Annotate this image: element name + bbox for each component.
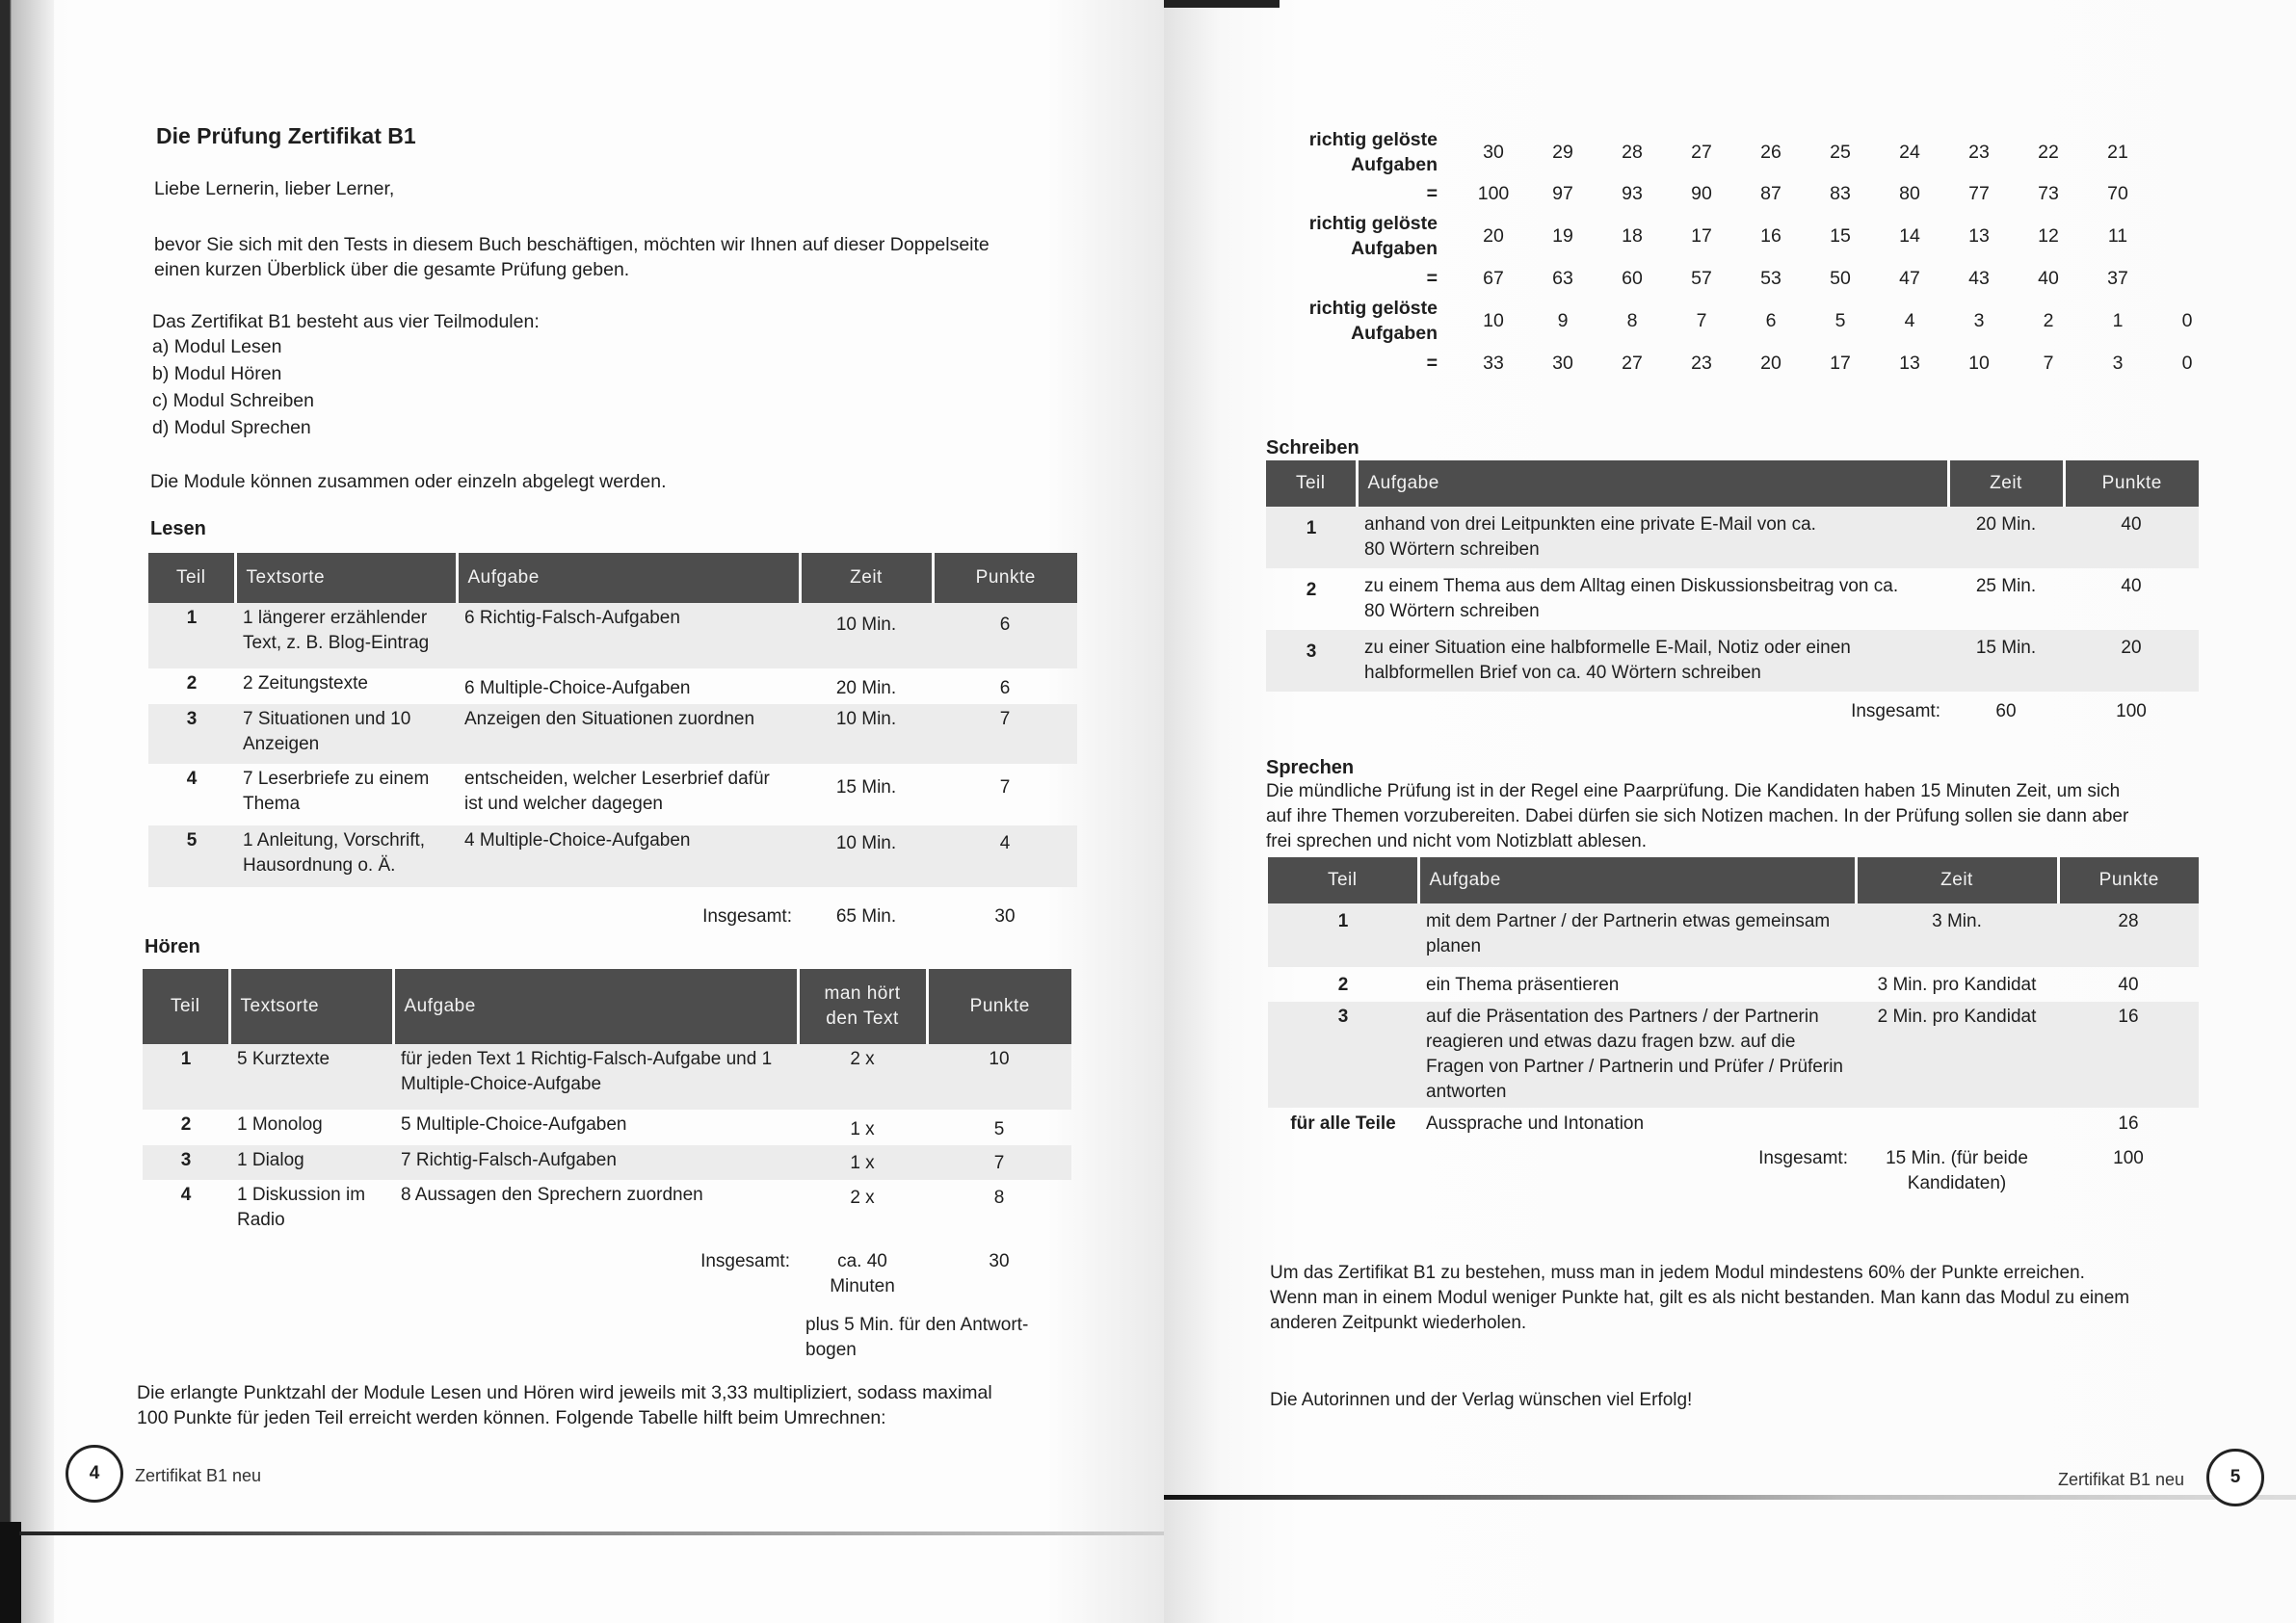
hoeren-table [143,969,1071,1366]
solved-cell: 4 [1904,309,1915,331]
zeit-cell: 2 Min. pro Kandidat [1856,1002,2058,1108]
aufgabe-cell: 6 Richtig-Falsch-Aufgaben [457,603,800,668]
aufgabe-line: zu einer Situation eine halbformelle E-Mail, Notiz oder einen [1364,638,1851,658]
zeit-cell: 15 Min. [1948,630,2064,692]
bottom-text-line-1: Die erlangte Punktzahl der Module Lesen und Hören wird jeweils mit 3,33 multipliziert, sodass maximal [137,1382,992,1403]
points-cell: 90 [1691,182,1712,204]
punkte-cell: 10 [927,1044,1071,1110]
textsorte-cell: 1 Diskussion im Radio [237,1185,366,1230]
section-heading-lesen: Lesen [150,518,206,539]
solved-cell: 30 [1483,141,1504,163]
total-label: Insgesamt: [1758,1148,1848,1168]
total-row [1266,692,2199,730]
column-header: Aufgabe [393,969,798,1044]
points-cell: 23 [1691,352,1712,374]
textsorte-cell: 7 Situationen und 10 Anzeigen [235,704,457,764]
zeit-cell: 20 Min. [1948,507,2064,568]
aufgabe-cell: Aussprache und Intonation [1426,1113,1645,1134]
solved-cell: 8 [1626,309,1638,331]
page-bottom-rule [19,1531,1164,1535]
teil-cell: 5 [148,825,235,887]
teil-cell: 1 [143,1044,229,1110]
zeit-cell: 2 x [798,1044,927,1110]
solved-cell: 12 [2038,224,2059,247]
zeit-cell: 15 Min. [835,777,897,798]
solved-cell: 6 [1765,309,1777,331]
column-header: Punkte [2064,460,2199,507]
table-row [143,1180,1071,1242]
punkte-cell: 20 [2064,630,2199,692]
table-row [148,825,1077,887]
textsorte-cell: 5 Kurztexte [229,1044,393,1110]
points-cell: 43 [1968,267,1990,289]
points-cell: 80 [1899,182,1920,204]
zeit-cell: 20 Min. [835,678,897,698]
aufgabe-cell: 7 Richtig-Falsch-Aufgaben [393,1145,798,1180]
column-header: Textsorte [229,969,393,1044]
teil-cell: 1 [1266,507,1357,568]
points-cell: 10 [1968,352,1990,374]
right-page [1164,0,2296,1623]
solved-cell: 29 [1552,141,1573,163]
total-label: Insgesamt: [1851,701,1940,721]
zeit-cell: 10 Min. [800,825,933,887]
conversion-table [1264,125,2222,378]
solved-cell: 10 [1483,309,1504,331]
zeit-cell: 1 x [850,1119,875,1139]
total-row [1268,1142,2199,1200]
table-row [143,1145,1071,1180]
solved-cell: 3 [1973,309,1985,331]
aufgabe-line: 80 Wörtern schreiben [1364,539,1540,560]
points-cell: 47 [1899,267,1920,289]
book-edge [0,0,54,1623]
textsorte-cell: 2 Zeitungstexte [243,673,368,694]
points-cell: 40 [2038,267,2059,289]
page-number: 4 [66,1445,123,1503]
sprechen-intro-3: frei sprechen und nicht vom Notizblatt ablesen. [1266,831,1647,851]
points-cell: 3 [2112,352,2124,374]
solved-cell: 27 [1691,141,1712,163]
zeit-cell: 10 Min. [800,704,933,764]
column-header: man hört den Text [798,969,927,1044]
points-cell: 53 [1760,267,1781,289]
conversion-label: richtig gelöste Aufgaben [1308,298,1438,344]
solved-cell: 23 [1968,141,1990,163]
total-row [143,1242,1071,1305]
solved-cell: 19 [1552,224,1573,247]
zeit-cell: 1 x [798,1145,927,1180]
extra-row [143,1305,1071,1366]
solved-cell: 13 [1968,224,1990,247]
module-item: c) Modul Schreiben [152,390,314,411]
aufgabe-line: 80 Wörtern schreiben [1364,601,1540,621]
textsorte-cell: 1 längerer erzählender Text, z. B. Blog-Eintrag [235,603,457,668]
closing-line-1: Um das Zertifikat B1 zu bestehen, muss man in jedem Modul mindestens 60% der Punkte erreichen. [1270,1263,2085,1283]
punkte-cell: 7 [999,777,1011,798]
column-header: Aufgabe [457,553,800,603]
teil-cell: 2 [186,673,198,694]
aufgabe-cell: 4 Multiple-Choice-Aufgaben [457,825,800,887]
equals-sign: = [1426,268,1438,289]
total-punkte: 30 [994,906,1016,927]
page-title: Die Prüfung Zertifikat B1 [156,123,416,148]
aufgabe-cell: für jeden Text 1 Richtig-Falsch-Aufgabe und 1 Multiple-Choice-Aufgabe [393,1044,798,1110]
section-heading-hoeren: Hören [145,936,200,957]
aufgabe-line: zu einem Thema aus dem Alltag einen Diskussionsbeitrag von ca. [1364,576,1899,596]
solved-cell: 21 [2107,141,2128,163]
sprechen-intro-2: auf ihre Themen vorzubereiten. Dabei dürfen sie sich Notizen machen. In der Prüfung sollen sie dann aber [1266,806,2129,826]
footer-title: Zertifikat B1 neu [2058,1470,2185,1489]
solved-cell: 14 [1899,224,1920,247]
zeit-cell: 3 Min. [1856,903,2058,967]
module-item: b) Modul Hören [152,363,282,384]
aufgabe-line: anhand von drei Leitpunkten eine private E-Mail von ca. [1364,514,1816,535]
column-header: Zeit [1948,460,2064,507]
points-cell: 20 [1760,352,1781,374]
points-cell: 67 [1483,267,1504,289]
conversion-label: richtig gelöste Aufgaben [1308,129,1438,175]
solved-cell: 25 [1830,141,1851,163]
closing-line-3: anderen Zeitpunkt wiederholen. [1270,1313,1527,1333]
bottom-text-line-2: 100 Punkte für jeden Teil erreicht werden können. Folgende Tabelle hilft beim Umrechnen: [137,1407,886,1428]
punkte-cell: 40 [2064,507,2199,568]
solved-cell: 0 [2181,309,2193,331]
teil-cell: 3 [148,704,235,764]
table-row [148,603,1077,668]
punkte-cell: 28 [2058,903,2199,967]
table-row [1266,630,2199,692]
equals-sign: = [1426,183,1438,204]
points-cell: 97 [1552,182,1573,204]
equals-sign: = [1426,353,1438,374]
total-row [148,887,1077,947]
modules-intro: Das Zertifikat B1 besteht aus vier Teilmodulen: [152,311,540,332]
total-zeit: 15 Min. (für beide Kandidaten) [1886,1148,2028,1193]
closing-line-2: Wenn man in einem Modul weniger Punkte hat, gilt es als nicht bestanden. Man kann das Modul zu einem [1270,1288,2130,1308]
table-row [1268,1108,2199,1142]
total-zeit: ca. 40 Minuten [830,1251,895,1296]
module-item: a) Modul Lesen [152,336,282,357]
punkte-cell: 40 [2121,576,2142,596]
module-item: d) Modul Sprechen [152,417,311,438]
aufgabe-cell [1357,568,1948,630]
solved-cell: 20 [1483,224,1504,247]
aufgabe-cell: mit dem Partner / der Partnerin etwas gemeinsam planen [1418,903,1856,967]
column-header: Zeit [800,553,933,603]
sprechen-table [1268,857,2199,1200]
points-cell: 83 [1830,182,1851,204]
aufgabe-line: halbformellen Brief von ca. 40 Wörtern schreiben [1364,663,1761,683]
teil-cell: 2 [180,1114,192,1135]
teil-cell: 3 [1268,1002,1418,1108]
column-header: Textsorte [235,553,457,603]
points-cell: 70 [2107,182,2128,204]
teil-cell: 2 [1306,580,1317,600]
table-row [148,668,1077,704]
teil-cell: 3 [143,1145,229,1180]
aufgabe-cell: 6 Multiple-Choice-Aufgaben [464,678,691,698]
teil-cell: 1 [148,603,235,668]
points-cell: 27 [1622,352,1643,374]
intro-line-2: einen kurzen Überblick über die gesamte Prüfung geben. [154,259,630,280]
punkte-cell: 16 [2058,1002,2199,1108]
solved-cell: 11 [2107,224,2128,247]
lesen-table [148,553,1077,947]
aufgabe-cell [1357,507,1948,568]
aufgabe-cell: 5 Multiple-Choice-Aufgaben [401,1114,627,1135]
total-label: Insgesamt: [700,1251,790,1271]
page-number: 5 [2206,1449,2264,1506]
solved-cell: 9 [1557,309,1569,331]
points-cell: 33 [1483,352,1504,374]
table-row [1268,1002,2199,1108]
aufgabe-cell: entscheiden, welcher Leserbrief dafür ist und welcher dagegen [464,769,770,814]
punkte-cell: 7 [933,704,1077,764]
aufgabe-cell [1357,630,1948,692]
column-header: Punkte [927,969,1071,1044]
answer-sheet-note: plus 5 Min. für den Antwort-bogen [805,1315,1029,1360]
teil-cell: für alle Teile [1290,1113,1396,1134]
solved-cell: 26 [1760,141,1781,163]
column-header: Teil [1268,857,1418,903]
table-row [1268,967,2199,1002]
column-header: Aufgabe [1418,857,1856,903]
punkte-cell: 16 [2118,1113,2139,1134]
zeit-cell: 2 x [850,1188,875,1208]
points-cell: 0 [2181,352,2193,374]
modules-note: Die Module können zusammen oder einzeln abgelegt werden. [150,471,667,492]
textsorte-cell: 1 Dialog [229,1145,393,1180]
punkte-cell: 6 [999,678,1011,698]
sprechen-intro-1: Die mündliche Prüfung ist in der Regel eine Paarprüfung. Die Kandidaten haben 15 Minuten Zeit, um sich [1266,781,2121,801]
solved-cell: 24 [1899,141,1920,163]
points-cell: 57 [1691,267,1712,289]
column-header: Teil [1266,460,1357,507]
aufgabe-cell: Anzeigen den Situationen zuordnen [457,704,800,764]
aufgabe-cell: auf die Präsentation des Partners / der Partnerin reagieren und etwas dazu fragen bzw. auf die Fragen von Partner / Partnerin und Prüfer / Prüferin antworten [1418,1002,1856,1108]
solved-cell: 1 [2112,309,2124,331]
total-punkte: 30 [989,1251,1010,1271]
total-punkte: 100 [2116,701,2147,721]
solved-cell: 16 [1760,224,1781,247]
book-edge-dark [0,1522,21,1623]
wish-line: Die Autorinnen und der Verlag wünschen viel Erfolg! [1270,1390,1693,1410]
greeting: Liebe Lernerin, lieber Lerner, [154,178,395,199]
zeit-cell: 10 Min. [800,603,933,668]
column-header: Punkte [2058,857,2199,903]
column-header: Zeit [1856,857,2058,903]
points-cell: 87 [1760,182,1781,204]
points-cell: 7 [2043,352,2054,374]
punkte-cell: 4 [933,825,1077,887]
section-heading-schreiben: Schreiben [1266,437,1359,458]
teil-cell: 4 [180,1185,192,1205]
column-header: Aufgabe [1357,460,1948,507]
total-punkte: 100 [2113,1148,2144,1168]
table-row [1266,507,2199,568]
solved-cell: 7 [1696,309,1707,331]
punkte-cell: 40 [2118,975,2139,995]
solved-cell: 15 [1830,224,1851,247]
intro-line-1: bevor Sie sich mit den Tests in diesem Buch beschäftigen, möchten wir Ihnen auf dieser Doppelseite [154,234,990,255]
page-top-rule [1164,0,1280,8]
punkte-cell: 7 [927,1145,1071,1180]
total-zeit: 60 [1995,701,2017,721]
table-row [143,1044,1071,1110]
teil-cell: 3 [1266,630,1357,692]
aufgabe-cell: 8 Aussagen den Sprechern zuordnen [401,1185,703,1205]
footer-title: Zertifikat B1 neu [135,1466,262,1485]
solved-cell: 17 [1691,224,1712,247]
points-cell: 13 [1899,352,1920,374]
conversion-label: richtig gelöste Aufgaben [1308,213,1438,259]
points-cell: 60 [1622,267,1643,289]
solved-cell: 22 [2038,141,2059,163]
points-cell: 30 [1552,352,1573,374]
total-label: Insgesamt: [702,906,792,927]
column-header: Teil [143,969,229,1044]
table-row [148,764,1077,825]
total-zeit: 65 Min. [835,906,897,927]
points-cell: 77 [1968,182,1990,204]
points-cell: 100 [1477,182,1510,204]
table-row [1266,568,2199,630]
teil-cell: 4 [186,769,198,789]
column-header: Punkte [933,553,1077,603]
points-cell: 50 [1830,267,1851,289]
zeit-cell: 25 Min. [1975,576,2037,596]
table-row [143,1110,1071,1145]
teil-cell: 2 [1337,975,1349,995]
schreiben-table [1266,460,2199,730]
solved-cell: 18 [1622,224,1643,247]
textsorte-cell: 1 Anleitung, Vorschrift, Hausordnung o. Ä. [235,825,457,887]
teil-cell: 1 [1268,903,1418,967]
points-cell: 93 [1622,182,1643,204]
points-cell: 73 [2038,182,2059,204]
table-row [148,704,1077,764]
solved-cell: 5 [1834,309,1846,331]
aufgabe-cell: ein Thema präsentieren [1426,975,1620,995]
solved-cell: 28 [1622,141,1643,163]
table-row [1268,903,2199,967]
textsorte-cell: 1 Monolog [237,1114,323,1135]
solved-cell: 2 [2043,309,2054,331]
textsorte-cell: 7 Leserbriefe zu einem Thema [243,769,430,814]
zeit-cell: 3 Min. pro Kandidat [1877,975,2037,995]
punkte-cell: 8 [993,1188,1005,1208]
column-header: Teil [148,553,235,603]
points-cell: 17 [1830,352,1851,374]
punkte-cell: 6 [933,603,1077,668]
punkte-cell: 5 [993,1119,1005,1139]
section-heading-sprechen: Sprechen [1266,757,1355,778]
points-cell: 37 [2107,267,2128,289]
points-cell: 63 [1552,267,1573,289]
zeit-cell [1856,1108,2058,1142]
page-bottom-rule [1164,1495,2296,1500]
